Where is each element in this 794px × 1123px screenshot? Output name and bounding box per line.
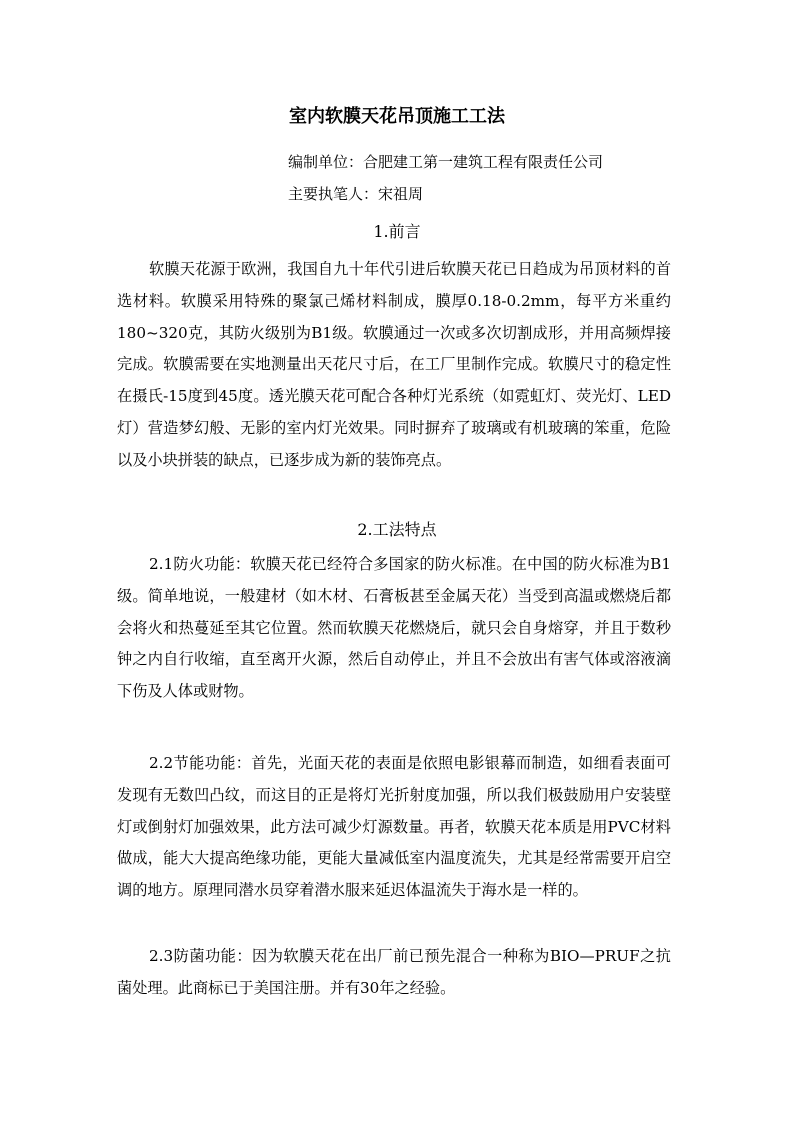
energy-saving-paragraph: 2.2节能功能：首先，光面天花的表面是依照电影银幕而制造，如细看表面可发现有无数凹凸纹，而这目的正是将灯光折射度加强，所以我们极鼓励用户安装壁灯或倒射灯加强效果，此方法可减少灯源数量。再者，软膜天花本质是用PVC材料做成，能大大提高绝缘功能，更能大量减低室内温度流失，尤其是经常需要开启空调的地方。原理同潜水员穿着潜水服来延迟体温流失于海水是一样的。 xyxy=(117,754,671,900)
document-title: 室内软膜天花吊顶施工工法 xyxy=(289,106,505,127)
section-heading-preface: 1.前言 xyxy=(373,222,421,241)
org-line: 编制单位：合肥建工第一建筑工程有限责任公司 xyxy=(288,153,604,171)
antibacterial-paragraph: 2.3防菌功能：因为软膜天花在出厂前已预先混合一种称为BIO—PRUF之抗菌处理。此商标已于美国注册。并有30年之经验。 xyxy=(117,947,671,997)
author-line: 主要执笔人：宋祖周 xyxy=(288,185,424,203)
section-heading-features: 2.工法特点 xyxy=(357,520,437,539)
preface-paragraph: 软膜天花源于欧洲，我国自九十年代引进后软膜天花已日趋成为吊顶材料的首选材料。软膜采用特殊的聚氯己烯材料制成，膜厚0.18-0.2mm，每平方米重约180~320克，其防火级别为B1级。软膜通过一次或多次切割成形，并用高频焊接完成。软膜需要在实地测量出天花尺寸后，在工厂里制作完成。软膜尺寸的稳定性在摄氏-15度到45度。透光膜天花可配合各种灯光系统（如霓虹灯、荧光灯、LED灯）营造梦幻般、无影的室内灯光效果。同时摒弃了玻璃或有机玻璃的笨重，危险以及小块拼装的缺点，已逐步成为新的装饰亮点。 xyxy=(117,260,671,469)
fire-protection-paragraph: 2.1防火功能：软膜天花已经符合多国家的防火标准。在中国的防火标准为B1级。简单地说，一般建材（如木材、石膏板甚至金属天花）当受到高温或燃烧后都会将火和热蔓延至其它位置。然而软膜天花燃烧后，就只会自身熔穿，并且于数秒钟之内自行收缩，直至离开火源，然后自动停止，并且不会放出有害气体或溶液滴下伤及人体或财物。 xyxy=(117,555,671,701)
